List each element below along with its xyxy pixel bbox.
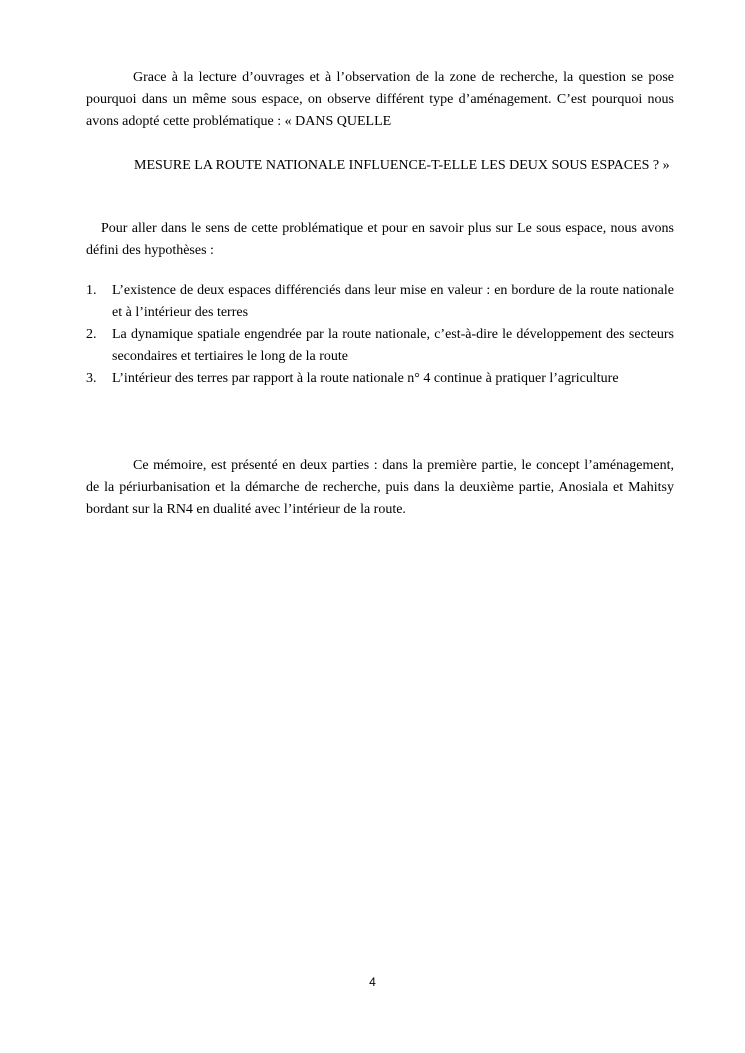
structure-paragraph: Ce mémoire, est présenté en deux parties : dans la première partie, le concept l’aménagement, de la périurbanisation et la démarche de recherche, puis dans la deuxième partie, Anosiala et Mahitsy bordant sur la RN4 en dualité avec l’intérieur de la route.: [86, 458, 674, 517]
hypotheses-intro-paragraph: Pour aller dans le sens de cette problématique et pour en savoir plus sur Le sous espace, nous avons défini des hypothèses :: [86, 221, 674, 258]
list-item-number: 3.: [86, 371, 97, 386]
list-item: [86, 368, 674, 390]
list-item: [86, 324, 674, 368]
hypotheses-list: [86, 280, 674, 390]
problem-statement: MESURE LA ROUTE NATIONALE INFLUENCE-T-ELLE LES DEUX SOUS ESPACES ? »: [134, 158, 670, 173]
list-item-number: 2.: [86, 327, 97, 342]
intro-paragraph: Grace à la lecture d’ouvrages et à l’observation de la zone de recherche, la question se pose pourquoi dans un même sous espace, on observe différent type d’aménagement. C’est pourquoi nous avons adopté cette problématique : « DANS QUELLE: [86, 70, 674, 129]
list-item-text: L’existence de deux espaces différenciés dans leur mise en valeur : en bordure de la route nationale et à l’intérieur des terres: [112, 283, 674, 320]
page-number: 4: [369, 975, 376, 989]
list-item-number: 1.: [86, 283, 97, 298]
list-item: [86, 280, 674, 324]
list-item-text: La dynamique spatiale engendrée par la route nationale, c’est-à-dire le développement des secteurs secondaires et tertiaires le long de la route: [112, 327, 674, 364]
list-item-text: L’intérieur des terres par rapport à la route nationale n° 4 continue à pratiquer l’agriculture: [112, 371, 619, 386]
